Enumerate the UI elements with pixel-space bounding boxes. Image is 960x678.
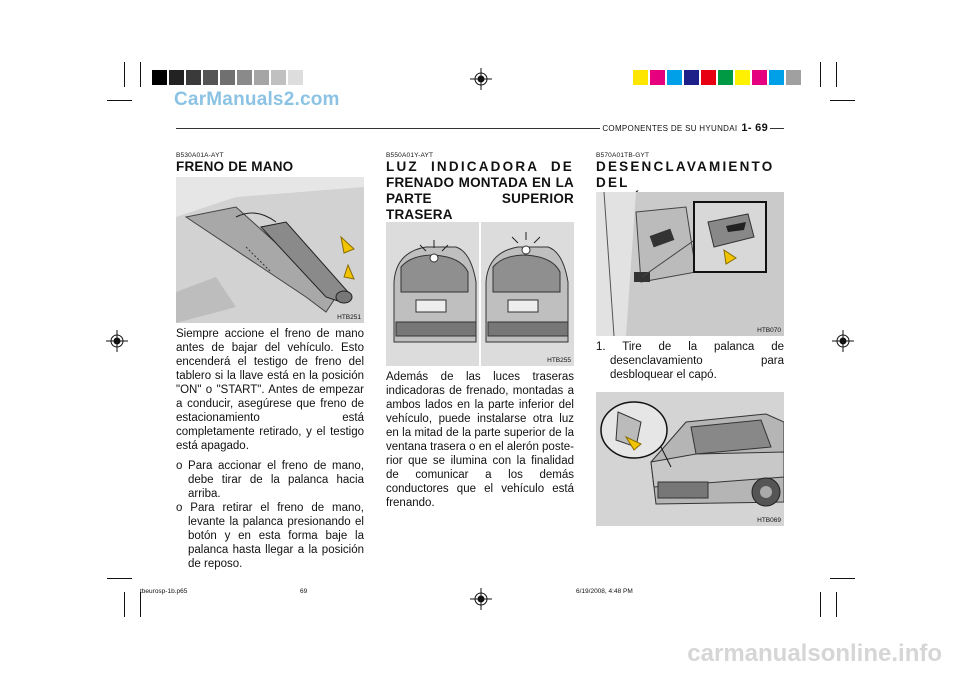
title-line-1: DESENCLAVAMIENTO DEL — [596, 159, 775, 190]
color-swatch — [718, 70, 733, 85]
gray-swatch — [186, 70, 201, 85]
color-swatch — [735, 70, 750, 85]
section-code: B530A01A-AYT — [176, 152, 224, 159]
registration-mark-top — [470, 68, 492, 90]
registration-mark-right — [832, 330, 854, 352]
figure-label: HTB251 — [337, 314, 361, 321]
hood-car-illustration — [596, 392, 784, 526]
gray-swatch — [169, 70, 184, 85]
gray-swatch — [237, 70, 252, 85]
brake-light-paragraph: Además de las luces traseras indicadoras de frenado, montadas a ambos lados en la parte inferior del vehículo, puede instalarse otra luz en la mitad de la parte superior de la ventana trasera o en el alerón poste-rior que se ilumina con la finalidad de comunicar a los demás conductores que el vehículo está frenando. — [386, 371, 574, 509]
footer-page: 69 — [300, 588, 308, 595]
title-line-3: PARTE SUPERIOR TRASERA — [386, 191, 574, 222]
gray-swatch — [271, 70, 286, 85]
registration-mark-bottom — [470, 588, 492, 610]
footer-date: 6/19/2008, 4:48 PM — [576, 588, 633, 595]
bullet-apply: o Para accionar el freno de mano, debe tirar de la palanca hacia arriba. — [176, 460, 364, 500]
watermark-top[interactable]: CarManuals2.com — [174, 89, 340, 110]
color-swatch — [769, 70, 784, 85]
hood-lever-illustration — [596, 192, 784, 336]
color-swatch — [684, 70, 699, 85]
gray-swatch — [288, 70, 303, 85]
watermark-bottom[interactable]: carmanualsonline.info — [687, 640, 942, 667]
figure-label: HTB070 — [757, 327, 781, 334]
color-swatch — [650, 70, 665, 85]
column-parking-brake — [176, 152, 364, 175]
figure-label: HTB069 — [757, 517, 781, 524]
parking-brake-illustration — [176, 177, 364, 323]
figure-label: HTB255 — [547, 357, 571, 364]
gray-swatch — [203, 70, 218, 85]
page-number: 1- 69 — [741, 122, 768, 134]
color-swatch — [786, 70, 801, 85]
title-line-2: FRENADO MONTADA EN LA — [386, 175, 574, 190]
page-header — [600, 122, 770, 134]
parking-brake-text — [176, 327, 364, 571]
color-swatch — [667, 70, 682, 85]
section-title: COMPONENTES DE SU HYUNDAI — [602, 124, 738, 133]
section-code: B570A01TB-GYT — [596, 152, 650, 159]
gray-swatch — [220, 70, 235, 85]
section-code: B550A01Y-AYT — [386, 152, 434, 159]
registration-mark-left — [106, 330, 128, 352]
bullet-release: o Para retirar el freno de mano, levante la palanca presionando el botón y en esta forma baje la palanca hasta llegar a la posición de reposo. — [176, 502, 364, 570]
color-swatch — [701, 70, 716, 85]
paragraph: Siempre accione el freno de mano antes de bajar del vehículo. Esto encenderá el testigo de freno del tablero si la llave está en la posición "ON" o "START". Antes de empezar a conducir, asegúrese que freno de estacionamiento está completamente retirado, y el testigo está apagado. — [176, 328, 364, 452]
title-line-1: LUZ INDICADORA DE — [386, 159, 574, 174]
section-title: FRENO DE MANO — [176, 159, 294, 174]
hood-step-1: 1. Tire de la palanca de desenclavamiento para desbloquear el capó. — [596, 341, 784, 381]
gray-swatch — [152, 70, 167, 85]
footer-file: tbeurosp-1b.p65 — [140, 588, 188, 595]
brake-light-illustration — [386, 222, 574, 366]
color-swatch — [752, 70, 767, 85]
gray-swatch — [254, 70, 269, 85]
color-swatch — [633, 70, 648, 85]
